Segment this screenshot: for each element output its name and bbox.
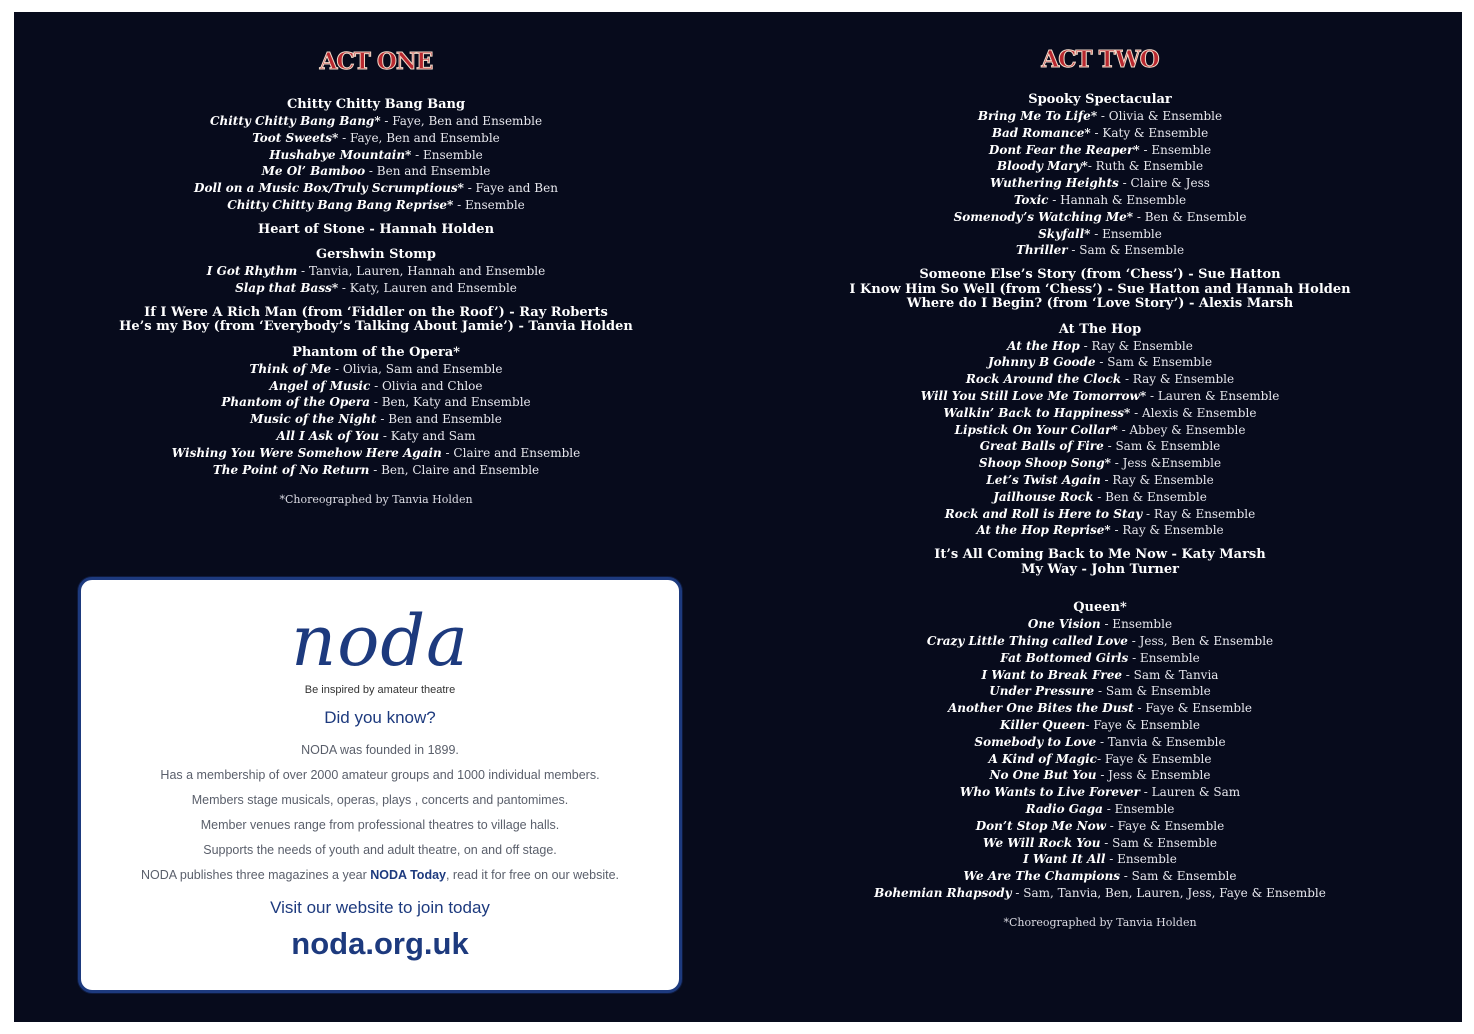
song-row xyxy=(738,801,1462,818)
song-title: Let’s Twist Again xyxy=(986,473,1101,488)
song-title: Wuthering Heights xyxy=(990,176,1119,191)
song-performers: - Jess & Ensemble xyxy=(1096,768,1211,783)
song-row xyxy=(738,371,1462,388)
song-performers: - Lauren & Sam xyxy=(1139,785,1241,800)
song-row xyxy=(14,445,738,462)
song-row xyxy=(738,142,1462,159)
song-performers: - Hannah & Ensemble xyxy=(1048,192,1187,207)
song-title: Walkin’ Back to Happiness* xyxy=(943,405,1131,420)
song-row xyxy=(738,158,1462,175)
act-one-title: ACT ONE xyxy=(319,48,433,75)
song-row xyxy=(738,489,1462,506)
song-title: Under Pressure xyxy=(989,684,1095,699)
did-you-know-heading: Did you know? xyxy=(324,708,436,727)
song-title: We Are The Champions xyxy=(963,869,1120,884)
solo-number: My Way - John Turner xyxy=(1021,561,1179,577)
song-performers: - Ray & Ensemble xyxy=(1100,473,1214,488)
song-performers: - Tanvia, Lauren, Hannah and Ensemble xyxy=(297,264,546,279)
song-row xyxy=(738,717,1462,734)
song-performers: - Sam, Tanvia, Ben, Lauren, Jess, Faye & Ensemble xyxy=(1011,885,1326,900)
solo-number: Where do I Begin? (from ‘Love Story’) - Alexis Marsh xyxy=(906,296,1294,312)
song-row xyxy=(738,192,1462,209)
song-title: Johnny B Goode xyxy=(987,355,1096,370)
song-performers: - Faye and Ben xyxy=(463,181,558,196)
song-title: Rock and Roll is Here to Stay xyxy=(944,506,1143,521)
magazine-fact xyxy=(81,863,679,888)
song-title: Bring Me To Life* xyxy=(977,109,1098,123)
song-performers: - Ensemble xyxy=(1102,802,1175,816)
song-row xyxy=(738,125,1462,142)
song-performers: - Faye, Ben and Ensemble xyxy=(338,130,500,145)
song-title: Somebody to Love xyxy=(974,734,1097,749)
act-one-column xyxy=(14,12,738,506)
song-title: Me Ol’ Bamboo xyxy=(261,164,366,179)
song-title: Fat Bottomed Girls xyxy=(1000,650,1129,665)
programme-section xyxy=(14,223,738,238)
section-heading: Spooky Spectacular xyxy=(1028,92,1172,107)
song-title: Crazy Little Thing called Love xyxy=(926,634,1128,649)
programme-section xyxy=(14,246,738,297)
song-title: We Will Rock You xyxy=(983,835,1101,850)
song-performers: - Sam & Tanvia xyxy=(1121,667,1219,682)
song-row xyxy=(738,683,1462,700)
song-row xyxy=(738,767,1462,784)
programme-sheet xyxy=(14,12,1462,1022)
song-performers: - Ensemble xyxy=(1100,617,1173,632)
fact-item: Supports the needs of youth and adult theatre, on and off stage. xyxy=(203,843,557,857)
song-title: Killer Queen xyxy=(1000,718,1086,733)
song-row xyxy=(738,388,1462,405)
song-performers: - Katy and Sam xyxy=(379,429,476,444)
noda-logo: noda xyxy=(291,600,469,682)
song-title: Will You Still Love Me Tomorrow* xyxy=(920,389,1147,404)
programme-section xyxy=(14,96,738,214)
song-title: One Vision xyxy=(1027,617,1101,632)
solo-number: It’s All Coming Back to Me Now - Katy Marsh xyxy=(934,547,1266,563)
programme-section xyxy=(738,548,1462,577)
song-title: I Want It All xyxy=(1023,852,1106,867)
song-row xyxy=(738,209,1462,226)
song-title: Angel of Music xyxy=(269,378,371,393)
song-row xyxy=(738,242,1462,259)
song-title: Slap that Bass* xyxy=(235,281,339,296)
song-title: I Want to Break Free xyxy=(981,667,1122,682)
act-one-running-order xyxy=(14,96,738,478)
song-row xyxy=(738,784,1462,801)
song-performers: - Faye & Ensemble xyxy=(1085,718,1200,733)
song-title: Hushabye Mountain* xyxy=(269,147,412,162)
song-title: Radio Gaga xyxy=(1025,802,1103,816)
song-performers: - Claire & Jess xyxy=(1118,176,1210,191)
act-two-running-order xyxy=(738,91,1462,902)
song-row xyxy=(14,180,738,197)
song-performers: - Olivia & Ensemble xyxy=(1097,109,1223,123)
magazine-fact-after: , read it for free on our website. xyxy=(445,868,619,882)
noda-website-link[interactable]: noda.org.uk xyxy=(291,926,469,961)
song-row xyxy=(14,378,738,395)
song-row xyxy=(14,361,738,378)
song-performers: - Alexis & Ensemble xyxy=(1130,405,1257,420)
song-performers: - Jess &Ensemble xyxy=(1110,456,1222,471)
song-row xyxy=(738,818,1462,835)
song-title: Chitty Chitty Bang Bang Reprise* xyxy=(227,197,454,212)
song-performers: - Sam & Ensemble xyxy=(1100,835,1217,850)
section-heading: Phantom of the Opera* xyxy=(292,344,460,360)
song-title: Skyfall* xyxy=(1038,226,1091,241)
song-title: Wishing You Were Somehow Here Again xyxy=(171,445,442,460)
noda-advert-panel xyxy=(78,577,682,993)
song-row xyxy=(738,338,1462,355)
song-performers: - Olivia and Chloe xyxy=(370,378,483,393)
song-performers: - Ray & Ensemble xyxy=(1142,506,1256,521)
noda-today-link[interactable]: NODA Today xyxy=(370,868,446,882)
song-title: The Point of No Return xyxy=(212,462,370,477)
song-row xyxy=(738,851,1462,868)
song-title: Another One Bites the Dust xyxy=(947,701,1134,716)
song-row xyxy=(738,868,1462,885)
song-title: No One But You xyxy=(989,768,1097,783)
song-performers: - Sam & Ensemble xyxy=(1103,439,1221,454)
song-row xyxy=(738,108,1462,125)
programme-section xyxy=(738,91,1462,259)
act-one-footnote: *Choreographed by Tanvia Holden xyxy=(279,493,473,507)
act-two-column xyxy=(738,12,1462,929)
song-performers: - Ensemble xyxy=(411,147,483,162)
song-title: All I Ask of You xyxy=(276,429,380,444)
song-title: Thriller xyxy=(1015,243,1068,258)
song-title: Toxic xyxy=(1013,192,1049,207)
song-performers: - Ensemble xyxy=(453,197,525,212)
noda-facts xyxy=(81,738,679,888)
song-row xyxy=(738,835,1462,852)
song-row xyxy=(738,354,1462,371)
song-title: I Got Rhythm xyxy=(206,264,298,279)
song-performers: - Lauren & Ensemble xyxy=(1146,389,1280,404)
solo-number: Someone Else’s Story (from ‘Chess’) - Sue Hatton xyxy=(919,267,1281,283)
solo-number: He’s my Boy (from ‘Everybody’s Talking About Jamie’) - Tanvia Holden xyxy=(119,319,633,335)
programme-section xyxy=(738,268,1462,312)
song-performers: - Abbey & Ensemble xyxy=(1117,422,1246,437)
song-row xyxy=(14,280,738,297)
song-title: Jailhouse Rock xyxy=(993,489,1094,504)
song-title: Dont Fear the Reaper* xyxy=(988,142,1140,157)
song-performers: - Katy, Lauren and Ensemble xyxy=(338,281,517,296)
song-title: Bloody Mary* xyxy=(996,159,1088,174)
programme-section xyxy=(14,306,738,335)
song-row xyxy=(738,175,1462,192)
song-title: At the Hop Reprise* xyxy=(976,523,1111,538)
song-title: Bohemian Rhapsody xyxy=(874,885,1012,900)
song-title: Bad Romance* xyxy=(991,125,1091,140)
song-title: Shoop Shoop Song* xyxy=(978,456,1111,471)
song-performers: - Jess, Ben & Ensemble xyxy=(1127,634,1274,649)
song-performers: - Ben and Ensemble xyxy=(365,164,491,179)
song-performers: - Ray & Ensemble xyxy=(1110,523,1224,538)
song-performers: - Katy & Ensemble xyxy=(1090,125,1209,140)
song-title: Toot Sweets* xyxy=(252,130,339,145)
song-title: Rock Around the Clock xyxy=(965,372,1122,387)
section-heading: At The Hop xyxy=(1058,321,1142,337)
song-performers: - Faye, Ben and Ensemble xyxy=(380,114,543,128)
song-row xyxy=(738,522,1462,539)
song-row xyxy=(738,650,1462,667)
song-performers: - Sam & Ensemble xyxy=(1067,243,1185,258)
section-heading: Chitty Chitty Bang Bang xyxy=(286,97,466,112)
song-performers: - Olivia, Sam and Ensemble xyxy=(331,361,503,376)
song-performers: - Faye & Ensemble xyxy=(1105,818,1225,833)
song-performers: - Ben & Ensemble xyxy=(1093,489,1207,504)
section-heading: Queen* xyxy=(1073,600,1127,616)
song-performers: - Ben and Ensemble xyxy=(376,412,502,427)
song-row xyxy=(14,411,738,428)
song-row xyxy=(14,462,738,479)
song-title: Lipstick On Your Collar* xyxy=(954,422,1118,437)
song-row xyxy=(14,428,738,445)
fact-item: Has a membership of over 2000 amateur groups and 1000 individual members. xyxy=(160,768,600,782)
song-row xyxy=(14,147,738,164)
song-row xyxy=(738,422,1462,439)
song-title: Don’t Stop Me Now xyxy=(975,818,1106,833)
song-performers: - Ensemble xyxy=(1105,852,1177,867)
song-performers: - Claire and Ensemble xyxy=(441,445,581,460)
song-performers: - Ben, Claire and Ensemble xyxy=(369,462,540,477)
song-row xyxy=(738,751,1462,768)
song-title: Phantom of the Opera xyxy=(221,395,371,410)
song-row xyxy=(738,885,1462,902)
song-row xyxy=(738,667,1462,684)
programme-section xyxy=(14,344,738,479)
song-row xyxy=(738,438,1462,455)
song-title: Doll on a Music Box/Truly Scrumptious* xyxy=(194,181,464,196)
song-title: Think of Me xyxy=(249,361,332,376)
song-row xyxy=(14,197,738,214)
song-row xyxy=(738,633,1462,650)
fact-item: NODA was founded in 1899. xyxy=(301,743,459,757)
song-row xyxy=(738,472,1462,489)
song-performers: - Ensemble xyxy=(1128,650,1200,665)
song-row xyxy=(738,455,1462,472)
song-performers: - Tanvia & Ensemble xyxy=(1096,734,1226,749)
act-two-footnote: *Choreographed by Tanvia Holden xyxy=(1003,915,1197,929)
song-title: Music of the Night xyxy=(250,412,377,427)
song-row xyxy=(738,700,1462,717)
song-row xyxy=(738,226,1462,243)
song-performers: - Sam & Ensemble xyxy=(1119,869,1237,884)
song-performers: - Sam & Ensemble xyxy=(1095,355,1213,370)
song-row xyxy=(14,113,738,130)
section-heading: Gershwin Stomp xyxy=(315,247,436,263)
song-performers: - Ray & Ensemble xyxy=(1079,338,1193,353)
song-row xyxy=(738,506,1462,523)
solo-number: Heart of Stone - Hannah Holden xyxy=(257,221,495,237)
song-performers: - Ben, Katy and Ensemble xyxy=(370,395,531,410)
song-title: Somenody’s Watching Me* xyxy=(953,209,1134,224)
song-title: Who Wants to Live Forever xyxy=(959,785,1140,800)
song-row xyxy=(738,616,1462,633)
song-row xyxy=(14,130,738,147)
fact-item: Members stage musicals, operas, plays , concerts and pantomimes. xyxy=(191,793,569,807)
song-performers: - Faye & Ensemble xyxy=(1133,701,1253,716)
solo-number: I Know Him So Well (from ‘Chess’) - Sue Hatton and Hannah Holden xyxy=(849,281,1351,297)
song-performers: - Ben & Ensemble xyxy=(1133,209,1247,224)
act-two-title: ACT TWO xyxy=(1041,46,1159,73)
programme-section xyxy=(738,599,1462,902)
song-title: A Kind of Magic xyxy=(988,751,1097,766)
song-performers: - Faye & Ensemble xyxy=(1096,751,1212,766)
visit-website-text: Visit our website to join today xyxy=(270,898,490,917)
programme-section xyxy=(738,321,1462,540)
solo-number: If I Were A Rich Man (from ‘Fiddler on the Roof’) - Ray Roberts xyxy=(144,304,608,320)
noda-tagline: Be inspired by amateur theatre xyxy=(304,684,456,696)
song-row xyxy=(14,163,738,180)
fact-item: Member venues range from professional theatres to village halls. xyxy=(200,818,560,832)
song-title: Chitty Chitty Bang Bang* xyxy=(209,114,381,128)
song-performers: - Sam & Ensemble xyxy=(1094,684,1211,699)
song-performers: - Ruth & Ensemble xyxy=(1087,159,1204,174)
song-row xyxy=(14,394,738,411)
song-title: At the Hop xyxy=(1007,338,1080,353)
magazine-fact-before: NODA publishes three magazines a year xyxy=(140,868,371,882)
song-title: Great Balls of Fire xyxy=(979,439,1104,454)
song-row xyxy=(738,405,1462,422)
song-row xyxy=(738,734,1462,751)
song-performers: - Ensemble xyxy=(1139,142,1212,157)
song-row xyxy=(14,263,738,280)
song-performers: - Ray & Ensemble xyxy=(1121,372,1235,387)
song-performers: - Ensemble xyxy=(1090,226,1162,241)
